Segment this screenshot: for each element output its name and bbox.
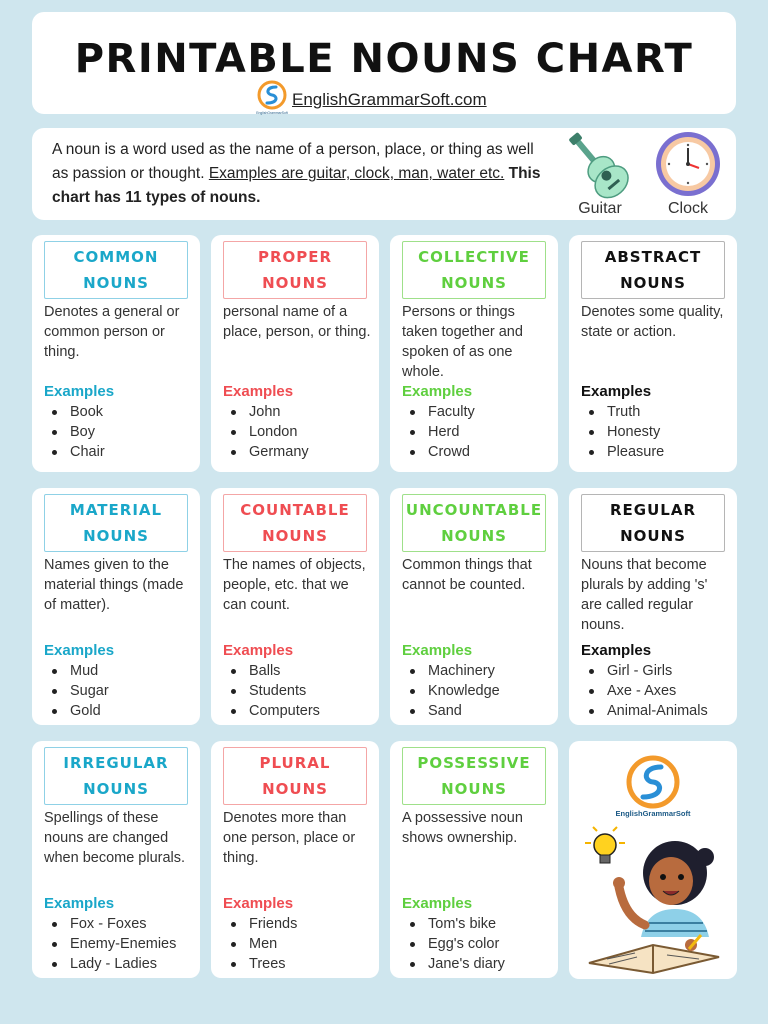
card-title-line2: NOUNS — [441, 527, 507, 545]
examples-list — [581, 402, 664, 462]
card-title-line2: NOUNS — [262, 780, 328, 798]
example-item: Herd — [402, 422, 475, 442]
noun-card-common — [32, 235, 200, 472]
intro-examples: Examples are guitar, clock, man, water etc. — [208, 165, 505, 182]
site-link[interactable] — [254, 82, 487, 115]
card-description: Denotes a general or common person or thing. — [44, 304, 180, 360]
examples-label: Examples — [44, 895, 115, 912]
guitar-label: Guitar — [578, 200, 622, 217]
noun-card-uncountable — [390, 488, 558, 725]
card-description: Names given to the material things (made of matter). — [44, 557, 184, 613]
examples-label: Examples — [581, 642, 652, 659]
card-title — [223, 494, 367, 552]
clock-label: Clock — [667, 200, 708, 217]
header-panel — [32, 12, 736, 114]
examples-label: Examples — [402, 383, 473, 400]
card-title-line1: REGULAR — [609, 501, 696, 519]
example-item: Machinery — [402, 661, 500, 681]
example-item: Honesty — [581, 422, 664, 442]
noun-card-collective — [390, 235, 558, 472]
page-title: PRINTABLE NOUNS CHART — [74, 36, 694, 82]
card-title-line2: NOUNS — [83, 527, 149, 545]
guitar-illustration — [560, 130, 640, 220]
card-title-line2: NOUNS — [262, 274, 328, 292]
guitar-icon — [560, 130, 640, 200]
examples-list — [223, 914, 297, 974]
noun-card-proper — [211, 235, 379, 472]
example-item: Crowd — [402, 442, 475, 462]
noun-card-regular — [569, 488, 737, 725]
example-item: London — [223, 422, 309, 442]
illustration-card — [569, 741, 737, 979]
examples-list — [223, 402, 309, 462]
card-title-line2: NOUNS — [441, 274, 507, 292]
intro-text — [52, 138, 552, 210]
englishgrammarsoft-logo-icon — [254, 80, 290, 116]
examples-label: Examples — [223, 383, 294, 400]
example-item: Sand — [402, 701, 500, 721]
example-item: Knowledge — [402, 681, 500, 701]
card-title-line1: IRREGULAR — [63, 754, 169, 772]
examples-list — [44, 914, 176, 974]
example-item: Axe - Axes — [581, 681, 708, 701]
card-title-line1: POSSESSIVE — [417, 754, 531, 772]
examples-list — [581, 661, 708, 721]
intro-panel — [32, 128, 736, 220]
example-item: Faculty — [402, 402, 475, 422]
noun-card-irregular — [32, 741, 200, 978]
examples-list — [402, 402, 475, 462]
examples-label: Examples — [223, 642, 294, 659]
intro-definition: A noun is a word used as the name of a person, place, or thing as well as passion or thought. — [52, 141, 534, 182]
card-title-line2: NOUNS — [262, 527, 328, 545]
example-item: Germany — [223, 442, 309, 462]
example-item: Sugar — [44, 681, 109, 701]
card-title-line1: PROPER — [257, 248, 333, 266]
card-description: A possessive noun shows ownership. — [402, 810, 523, 846]
example-item: Friends — [223, 914, 297, 934]
lightbulb-icon — [585, 827, 625, 863]
examples-list — [402, 661, 500, 721]
card-title-line1: MATERIAL — [69, 501, 163, 519]
card-description: personal name of a place, person, or thing. — [223, 304, 371, 340]
card-title — [44, 241, 188, 299]
card-title-line1: UNCOUNTABLE — [405, 501, 543, 519]
card-description: Denotes more than one person, place or thing. — [223, 810, 356, 866]
clock-illustration — [648, 130, 728, 220]
card-title-line1: ABSTRACT — [604, 248, 702, 266]
example-item: Chair — [44, 442, 105, 462]
englishgrammarsoft-logo-icon — [623, 755, 683, 811]
example-item: Boy — [44, 422, 105, 442]
girl-reading-icon — [579, 825, 729, 975]
example-item: Men — [223, 934, 297, 954]
card-title-line1: PLURAL — [259, 754, 331, 772]
card-title — [44, 494, 188, 552]
examples-label: Examples — [44, 642, 115, 659]
examples-list — [402, 914, 505, 974]
example-item: Animal-Animals — [581, 701, 708, 721]
example-item: Enemy-Enemies — [44, 934, 176, 954]
card-title-line2: NOUNS — [441, 780, 507, 798]
example-item: Balls — [223, 661, 320, 681]
card-description: Spellings of these nouns are changed when become plurals. — [44, 810, 186, 866]
card-description: Denotes some quality, state or action. — [581, 304, 724, 340]
card-title — [402, 747, 546, 805]
example-item: Trees — [223, 954, 297, 974]
example-item: Fox - Foxes — [44, 914, 176, 934]
intro-count: This chart has 11 types of nouns. — [52, 165, 541, 206]
card-title — [581, 241, 725, 299]
card-title — [402, 241, 546, 299]
examples-label: Examples — [402, 642, 473, 659]
example-item: Mud — [44, 661, 109, 681]
card-title-line1: COMMON — [73, 248, 159, 266]
card-title-line2: NOUNS — [83, 274, 149, 292]
card-title-line1: COUNTABLE — [240, 501, 350, 519]
brand-caption: EnglishGrammarSoft — [615, 809, 691, 818]
example-item: Pleasure — [581, 442, 664, 462]
card-title — [223, 241, 367, 299]
card-title — [44, 747, 188, 805]
example-item: Jane's diary — [402, 954, 505, 974]
examples-label: Examples — [223, 895, 294, 912]
noun-card-abstract — [569, 235, 737, 472]
example-item: Tom's bike — [402, 914, 505, 934]
example-item: Truth — [581, 402, 664, 422]
example-item: Girl - Girls — [581, 661, 708, 681]
example-item: Egg's color — [402, 934, 505, 954]
card-title-line2: NOUNS — [620, 527, 686, 545]
examples-list — [44, 661, 109, 721]
example-item: Lady - Ladies — [44, 954, 176, 974]
card-title — [223, 747, 367, 805]
examples-label: Examples — [402, 895, 473, 912]
card-title-line2: NOUNS — [620, 274, 686, 292]
clock-icon — [648, 130, 728, 200]
examples-list — [44, 402, 105, 462]
card-description: Common things that cannot be counted. — [402, 557, 532, 593]
example-item: John — [223, 402, 309, 422]
card-title-line1: COLLECTIVE — [418, 248, 530, 266]
example-item: Gold — [44, 701, 109, 721]
card-title-line2: NOUNS — [83, 780, 149, 798]
card-description: Persons or things taken together and spoken of as one whole. — [402, 304, 523, 380]
card-title — [402, 494, 546, 552]
card-description: The names of objects, people, etc. that we can count. — [223, 557, 366, 613]
card-title — [581, 494, 725, 552]
examples-list — [223, 661, 320, 721]
examples-label: Examples — [44, 383, 115, 400]
example-item: Computers — [223, 701, 320, 721]
noun-card-countable — [211, 488, 379, 725]
logo-caption: EnglishGrammarSoft — [256, 111, 288, 115]
example-item: Students — [223, 681, 320, 701]
noun-card-plural — [211, 741, 379, 978]
site-url[interactable]: EnglishGrammarSoft.com — [292, 90, 487, 109]
examples-label: Examples — [581, 383, 652, 400]
example-item: Book — [44, 402, 105, 422]
noun-card-possessive — [390, 741, 558, 978]
noun-card-material — [32, 488, 200, 725]
card-description: Nouns that become plurals by adding 's' are called regular nouns. — [581, 557, 708, 633]
